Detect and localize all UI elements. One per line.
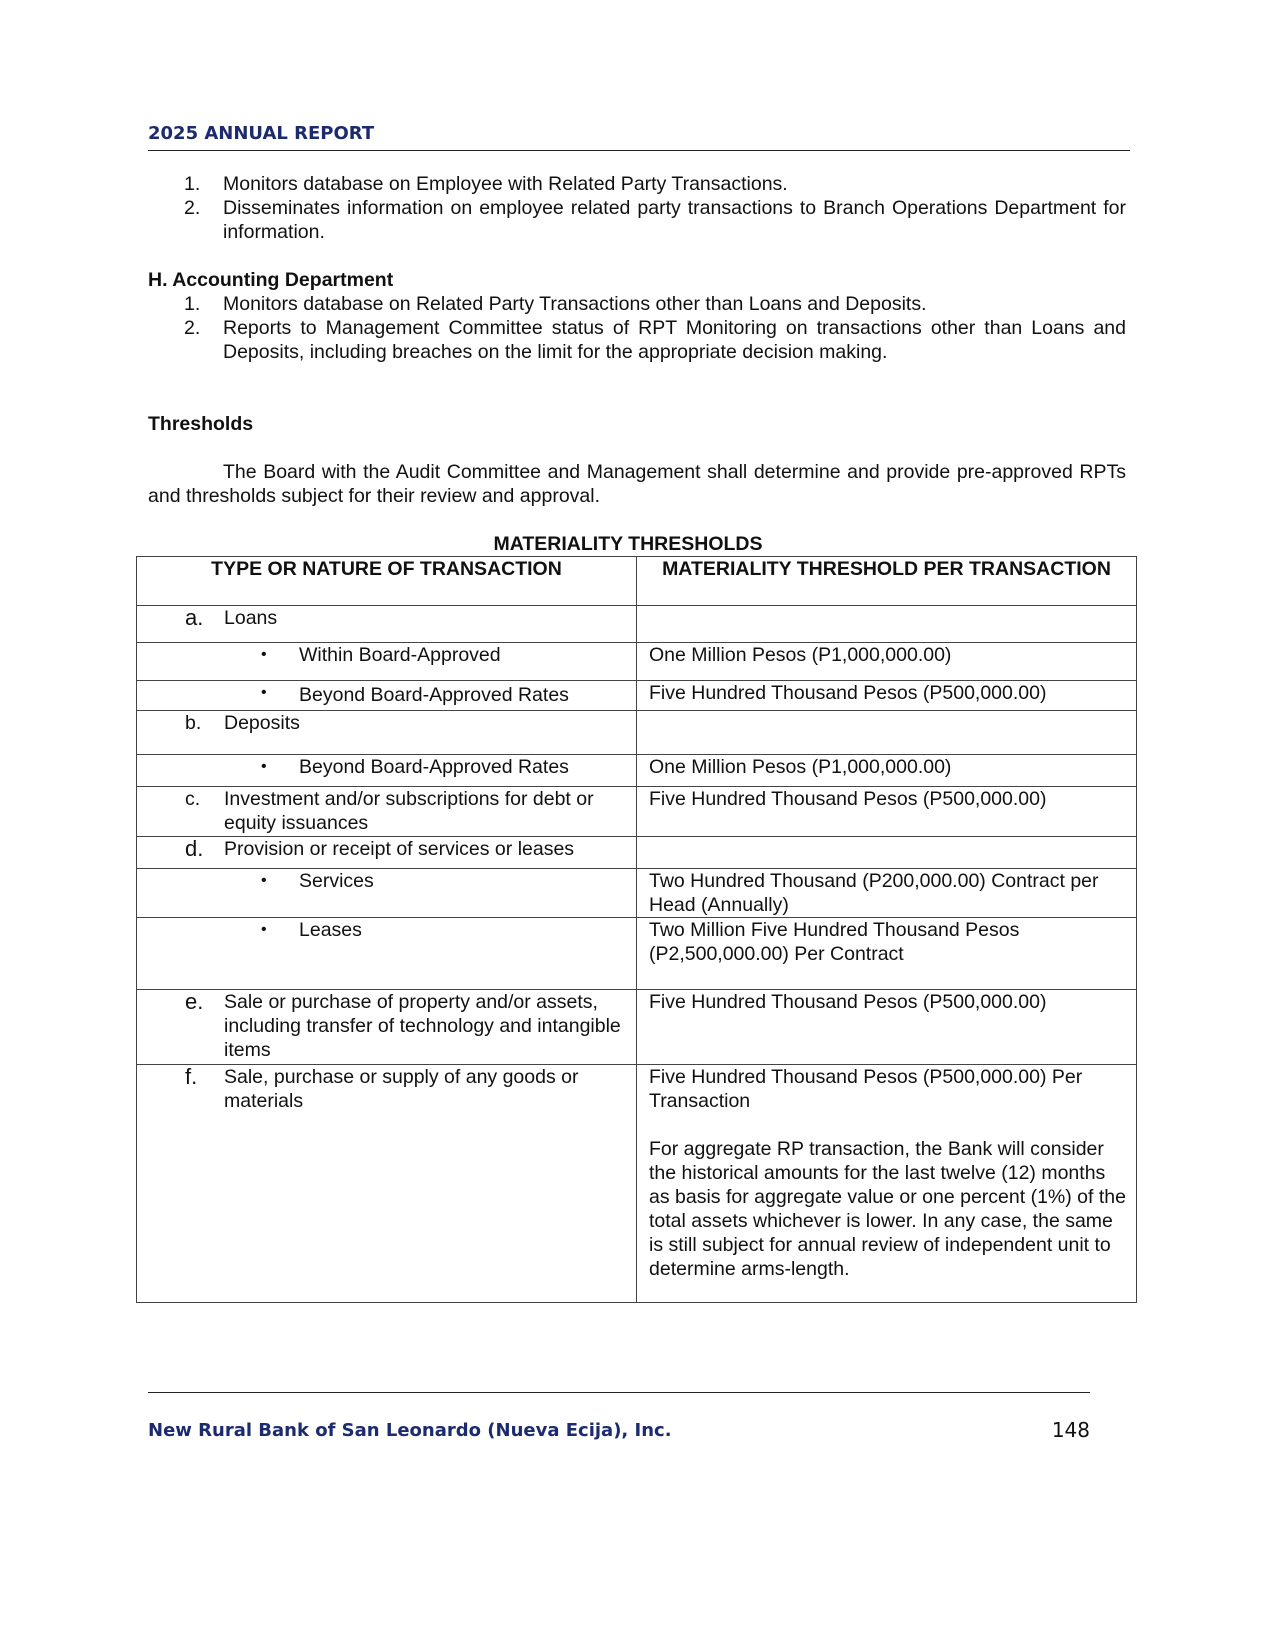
g-items-list: [148, 172, 1126, 244]
bullet-marker: •: [261, 758, 267, 775]
row-label: [137, 918, 637, 990]
row-marker: a.: [185, 605, 204, 630]
row-value: Two Million Five Hundred Thousand Pesos (P2,500,000.00) Per Contract: [637, 918, 1137, 990]
item-number: 2.: [184, 197, 201, 219]
row-label-text: Beyond Board-Approved Rates: [299, 684, 569, 706]
bullet-marker: •: [261, 646, 267, 663]
header-divider: [148, 150, 1130, 151]
row-value: One Million Pesos (P1,000,000.00): [637, 643, 1137, 681]
row-label: [137, 990, 637, 1065]
accounting-items-list: [148, 292, 1126, 364]
item-text: Monitors database on Employee with Related Party Transactions.: [223, 173, 788, 195]
thresholds-paragraph: The Board with the Audit Committee and Management shall determine and provide pre-approved RPTs and thresholds subject for their review and approval.: [148, 461, 1126, 507]
spacer: [649, 1113, 1128, 1137]
table-row: [137, 990, 1137, 1065]
table-row: [137, 755, 1137, 787]
row-value: Five Hundred Thousand Pesos (P500,000.00): [637, 990, 1137, 1065]
row-value: Five Hundred Thousand Pesos (P500,000.00): [637, 681, 1137, 711]
page-header: [148, 123, 1130, 151]
bullet-marker: •: [261, 921, 267, 938]
row-label-text: Within Board-Approved: [299, 644, 501, 666]
bullet-marker: •: [261, 684, 267, 701]
row-marker: f.: [185, 1064, 198, 1089]
section-heading-accounting: H. Accounting Department: [148, 269, 394, 291]
row-label: [137, 869, 637, 918]
item-number: 1.: [184, 173, 201, 195]
col-header-threshold: MATERIALITY THRESHOLD PER TRANSACTION: [637, 557, 1137, 606]
thresholds-heading: Thresholds: [148, 413, 254, 435]
row-label-text: Provision or receipt of services or leases: [224, 838, 575, 860]
table-row: [137, 787, 1137, 837]
row-label: [137, 837, 637, 869]
report-title: 2025 ANNUAL REPORT: [148, 123, 375, 144]
row-value: Two Hundred Thousand (P200,000.00) Contract per Head (Annually): [637, 869, 1137, 918]
list-item: [148, 172, 1126, 196]
row-value: Five Hundred Thousand Pesos (P500,000.00): [637, 787, 1137, 837]
row-value: [637, 837, 1137, 869]
materiality-thresholds-table: [136, 556, 1137, 1303]
table-row: [137, 681, 1137, 711]
row-value-note: For aggregate RP transaction, the Bank will consider the historical amounts for the last twelve (12) months as basis for aggregate value or one percent (1%) of the total assets whichever is lower. In any case, the same is still subject for annual review of independent unit to determine arms-length.: [649, 1138, 1126, 1280]
item-number: 2.: [184, 317, 201, 339]
row-label-text: Investment and/or subscriptions for debt or equity issuances: [224, 788, 594, 834]
row-label: [137, 606, 637, 643]
table-row: [137, 711, 1137, 755]
row-label-text: Beyond Board-Approved Rates: [299, 756, 569, 778]
table-row: [137, 643, 1137, 681]
table-header-row: [137, 557, 1137, 606]
row-label-text: Services: [299, 870, 374, 892]
bank-name: New Rural Bank of San Leonardo (Nueva Ecija), Inc.: [148, 1420, 672, 1441]
table-row: [137, 918, 1137, 990]
row-label: [137, 787, 637, 837]
row-marker: e.: [185, 989, 204, 1014]
row-marker: d.: [185, 836, 204, 861]
item-text: Reports to Management Committee status of RPT Monitoring on transactions other than Loans and Deposits, including breaches on the limit for the appropriate decision making.: [223, 317, 1126, 363]
list-item: [148, 196, 1126, 244]
row-label-text: Deposits: [224, 712, 300, 734]
row-label: [137, 1065, 637, 1303]
row-label: [137, 643, 637, 681]
table-caption: MATERIALITY THRESHOLDS: [493, 533, 763, 555]
item-text: Monitors database on Related Party Transactions other than Loans and Deposits.: [223, 293, 927, 315]
footer-divider: [148, 1392, 1090, 1393]
table-row: [137, 606, 1137, 643]
table-row: [137, 837, 1137, 869]
row-marker: c.: [185, 788, 201, 810]
materiality-table-section: [136, 532, 1136, 1303]
page-footer: [148, 1392, 1090, 1442]
row-label: [137, 681, 637, 711]
row-value: [637, 711, 1137, 755]
bullet-marker: •: [261, 872, 267, 889]
item-text: Disseminates information on employee related party transactions to Branch Operations Department for information.: [223, 197, 1126, 243]
table-row: [137, 1065, 1137, 1303]
list-item: [148, 292, 1126, 316]
item-number: 1.: [184, 293, 201, 315]
row-value: [637, 606, 1137, 643]
row-label-text: Leases: [299, 919, 362, 941]
col-header-type: TYPE OR NATURE OF TRANSACTION: [137, 557, 637, 606]
body-content: [148, 172, 1126, 508]
row-label-text: Loans: [224, 607, 278, 629]
row-label-text: Sale, purchase or supply of any goods or materials: [224, 1066, 579, 1112]
row-value: [637, 1065, 1137, 1303]
page-number: 148: [1051, 1418, 1090, 1442]
row-label-text: Sale or purchase of property and/or assets, including transfer of technology and intangible items: [224, 991, 621, 1061]
row-label: [137, 755, 637, 787]
row-value: One Million Pesos (P1,000,000.00): [637, 755, 1137, 787]
row-marker: b.: [185, 712, 202, 734]
row-label: [137, 711, 637, 755]
list-item: [148, 316, 1126, 364]
row-value-text: Five Hundred Thousand Pesos (P500,000.00) Per Transaction: [649, 1066, 1083, 1112]
table-row: [137, 869, 1137, 918]
